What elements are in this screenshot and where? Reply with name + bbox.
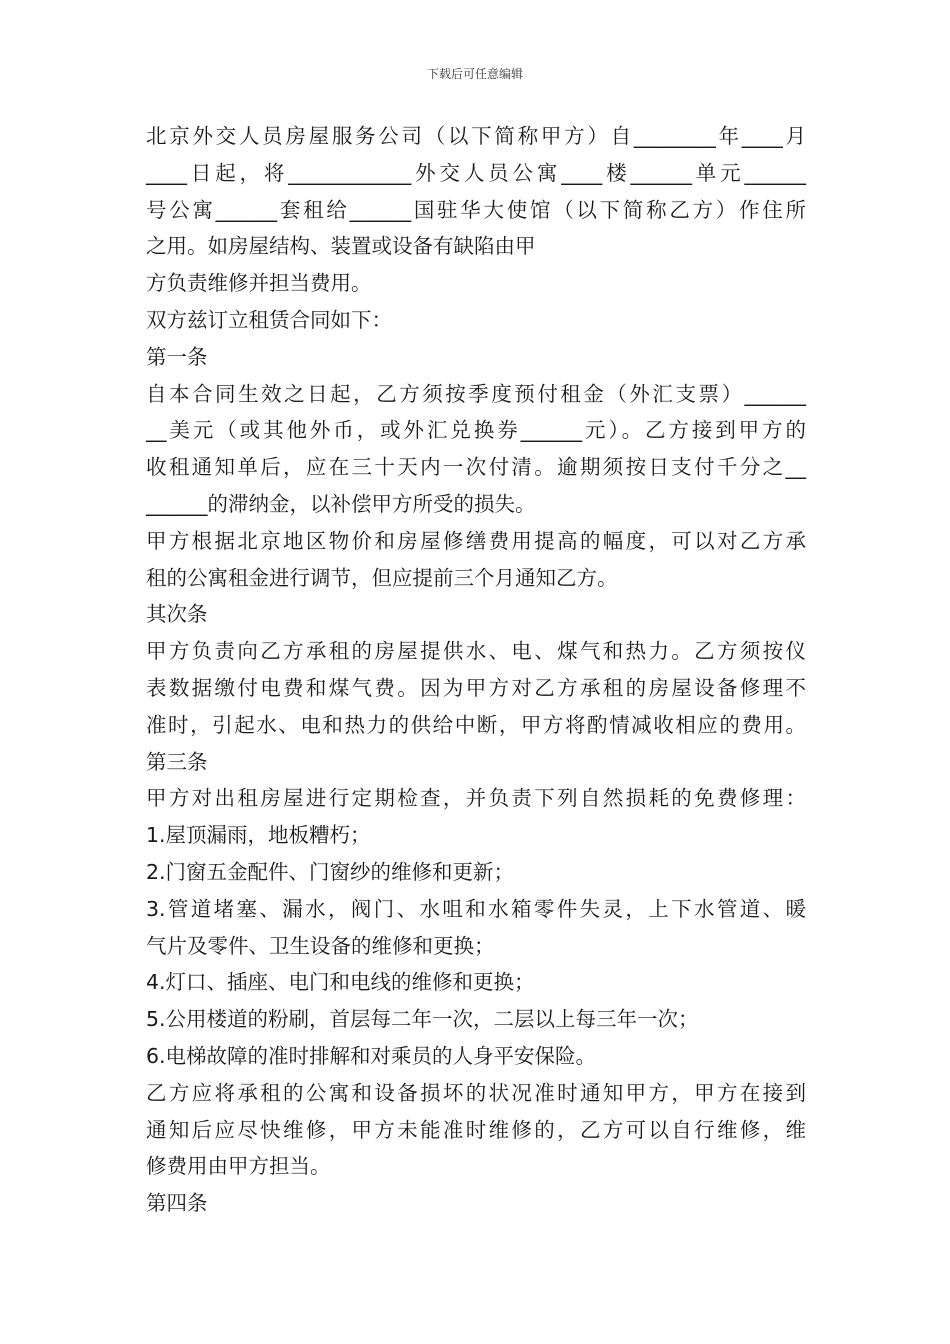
text-line: __美元（或其他外币，或外汇兑换券______元）。乙方接到甲方的: [146, 418, 806, 443]
text-line: 乙方应将承租的公寓和设备损坏的状况准时通知甲方，甲方在接到: [146, 1080, 806, 1105]
text-line: 方负责维修并担当费用。: [146, 271, 372, 296]
list-item: 6.电梯故障的准时排解和对乘员的人身平安保险。: [146, 1043, 597, 1068]
text-line: 号公寓______套租给______国驻华大使馆（以下简称乙方）作住所: [146, 197, 806, 222]
page-header-note: 下载后可任意编辑: [426, 67, 523, 81]
text-line: 表数据缴付电费和煤气费。因为甲方对乙方承租的房屋设备修理不: [146, 675, 806, 700]
text-line: ______的滞纳金，以补偿甲方所受的损失。: [146, 491, 536, 516]
list-item-continuation: 气片及零件、卫生设备的维修和更换；: [146, 933, 495, 958]
list-item: 4.灯口、插座、电门和电线的维修和更换；: [146, 970, 535, 995]
text-line: 修费用由甲方担当。: [146, 1154, 331, 1179]
text-line: 甲方负责向乙方承租的房屋提供水、电、煤气和热力。乙方须按仪: [146, 639, 806, 664]
text-line: 北京外交人员房屋服务公司（以下简称甲方）自________年____月: [146, 124, 806, 148]
text-line: ____日起，将____________外交人员公寓____楼______单元______: [146, 160, 806, 185]
list-item: 3.管道堵塞、漏水，阀门、水咀和水箱零件失灵，上下水管道、暖: [146, 896, 806, 921]
article-heading: 第一条: [146, 344, 208, 369]
text-line: 准时，引起水、电和热力的供给中断，甲方将酌情减收相应的费用。: [146, 712, 806, 737]
text-line: 租的公寓租金进行调节，但应提前三个月通知乙方。: [146, 565, 618, 590]
document-body: [146, 118, 806, 1222]
text-line: 甲方根据北京地区物价和房屋修缮费用提高的幅度，可以对乙方承: [146, 528, 806, 553]
text-line: 甲方对出租房屋进行定期检查，并负责下列自然损耗的免费修理：: [146, 786, 806, 811]
text-line: 双方兹订立租赁合同如下：: [146, 307, 392, 332]
list-item: 2.门窗五金配件、门窗纱的维修和更新；: [146, 859, 515, 884]
list-item: 5.公用楼道的粉刷，首层每二年一次，二层以上每三年一次；: [146, 1007, 699, 1032]
text-line: 之用。如房屋结构、装置或设备有缺陷由甲: [146, 234, 536, 259]
article-heading: 第四条: [146, 1191, 208, 1216]
article-heading: 其次条: [146, 602, 208, 627]
text-line: 自本合同生效之日起，乙方须按季度预付租金（外汇支票）______: [146, 381, 806, 406]
article-heading: 第三条: [146, 749, 208, 774]
list-item: 1.屋顶漏雨，地板糟朽；: [146, 823, 371, 848]
text-line: 收租通知单后，应在三十天内一次付清。逾期须按日支付千分之__: [146, 455, 806, 480]
text-line: 通知后应尽快维修，甲方未能准时维修的，乙方可以自行维修，维: [146, 1117, 806, 1142]
